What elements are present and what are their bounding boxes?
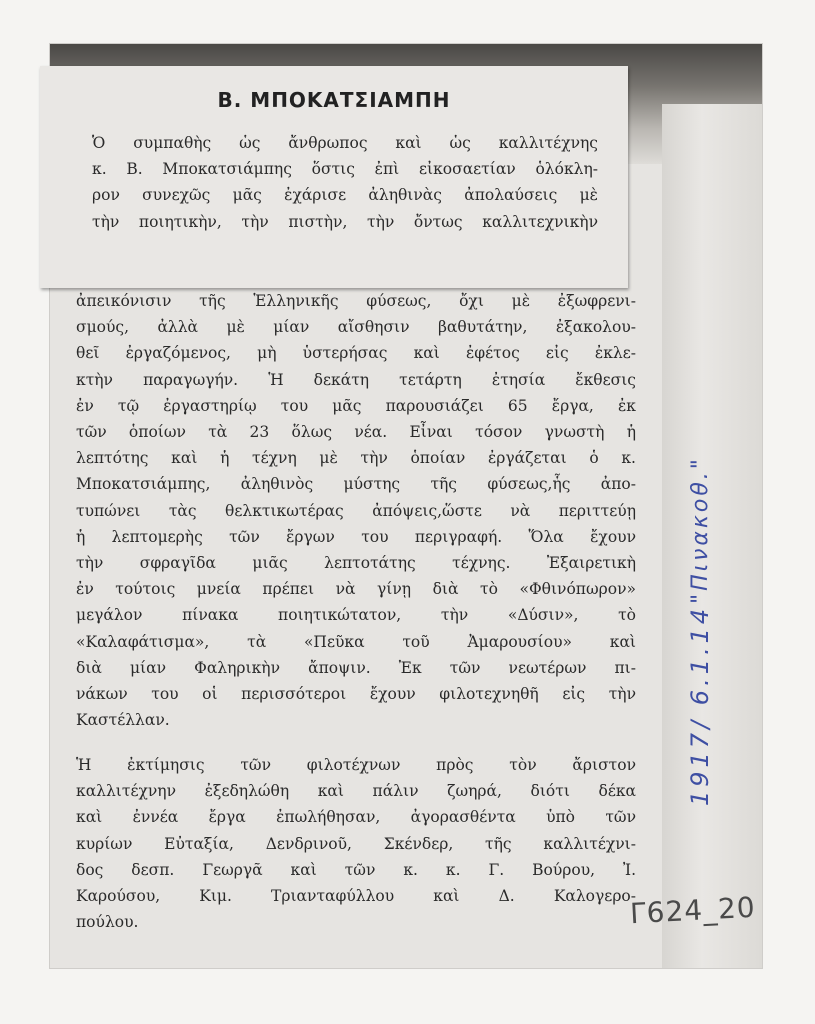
handwritten-date-note: 1917/ 6.1.14 [686, 604, 714, 806]
intro-text-line: κ. Β. Μποκατσιάμπης ὅστις ἐπὶ εἰκοσαετίαν ὁλόκλη- [92, 160, 598, 179]
intro-text-line: ρον συνεχῶς μᾶς ἐχάρισε ἀληθινὰς ἀπολαύσεις μὲ [92, 186, 598, 205]
article-title: Β. ΜΠΟΚΑΤΣΙΑΜΠΗ [217, 88, 451, 112]
body-text-line: τῶν ὁποίων τὰ 23 ὅλως νέα. Εἶναι τόσον γνωστὴ ἡ [76, 423, 636, 442]
article-closing-paragraph [76, 752, 636, 935]
body-text-line: ἡ λεπτομερὴς τῶν ἔργων του περιγραφή. Ὅλα ἔχουν [76, 527, 636, 546]
closing-text-line: καλλιτέχνην ἐξεδηλώθη καὶ πάλιν ζωηρά, διότι δέκα [76, 782, 636, 801]
archive-reference-number: Γ624_20 [629, 890, 757, 931]
intro-text-line: τὴν ποιητικὴν, τὴν πιστὴν, τὴν ὄντως καλλιτεχνικὴν [92, 212, 598, 231]
article-intro [92, 130, 598, 235]
body-text-line: θεῖ ἐργαζόμενος, μὴ ὑστερήσας καὶ ἐφέτος εἰς ἐκλε- [76, 344, 636, 363]
body-text-line: σμούς, ἀλλὰ μὲ μίαν αἴσθησιν βαθυτάτην, ἐξακολου- [76, 318, 636, 337]
body-text-line: «Καλαφάτισμα», τὰ «Πεῦκα τοῦ Ἀμαρουσίου» καὶ [76, 632, 636, 651]
body-text-line: ἀπεικόνισιν τῆς Ἑλληνικῆς φύσεως, ὄχι μὲ ἐξωφρενι- [76, 292, 636, 310]
closing-text-line: Καρούσου, Κιμ. Τριανταφύλλου καὶ Δ. Καλογερο- [76, 887, 636, 906]
closing-text-line: πούλου. [76, 913, 139, 932]
body-text-line: Καστέλλαν. [76, 711, 170, 730]
closing-text-line: καὶ ἐννέα ἔργα ἐπωλήθησαν, ἀγορασθέντα ὑπὸ τῶν [76, 808, 636, 827]
handwritten-source-note: "Πινακοθ." [688, 456, 713, 604]
body-text-line: ἐν τῷ ἐργαστηρίῳ του μᾶς παρουσιάζει 65 ἔργα, ἐκ [76, 396, 636, 415]
intro-text-line: Ὁ συμπαθὴς ὡς ἄνθρωπος καὶ ὡς καλλιτέχνης [92, 134, 598, 152]
closing-text-line: δος δεσπ. Γεωργᾶ καὶ τῶν κ. κ. Γ. Βούρου, Ἰ. [76, 860, 636, 879]
article-paragraph [76, 288, 636, 733]
body-text-line: κτὴν παραγωγήν. Ἡ δεκάτη τετάρτη ἐτησία ἔκθεσις [76, 370, 636, 389]
body-text-line: ἐν τούτοις μνεία πρέπει νὰ γίνῃ διὰ τὸ «Φθινόπωρον» [76, 580, 636, 599]
body-text-line: διὰ μίαν Φαληρικὴν ἄποψιν. Ἐκ τῶν νεωτέρων πι- [76, 658, 636, 677]
closing-text-line: κυρίων Εὐταξία, Δενδρινοῦ, Σκένδερ, τῆς καλλιτέχνι- [76, 834, 636, 853]
body-text-line: τυπώνει τὰς θελκτικωτέρας ἀπόψεις,ὥστε νὰ περιττεύῃ [76, 501, 636, 520]
body-text-line: τὴν σφραγῖδα μιᾶς λεπτοτάτης τέχνης. Ἐξαιρετικὴ [76, 554, 636, 573]
body-text-line: νάκων του οἱ περισσότεροι ἔχουν φιλοτεχνηθῆ εἰς τὴν [76, 685, 636, 704]
body-text-line: Μποκατσιάμπης, ἀληθινὸς μύστης τῆς φύσεως,ἧς ἀπο- [76, 475, 636, 494]
body-text-line: μεγάλον πίνακα ποιητικώτατον, τὴν «Δύσιν», τὸ [76, 606, 636, 625]
headline-clipping [40, 66, 628, 288]
body-text-line: λεπτότης καὶ ἡ τέχνη μὲ τὴν ὁποίαν ἐργάζεται ὁ κ. [76, 449, 636, 468]
closing-text-line: Ἡ ἐκτίμησις τῶν φιλοτέχνων πρὸς τὸν ἄριστον [76, 756, 636, 774]
